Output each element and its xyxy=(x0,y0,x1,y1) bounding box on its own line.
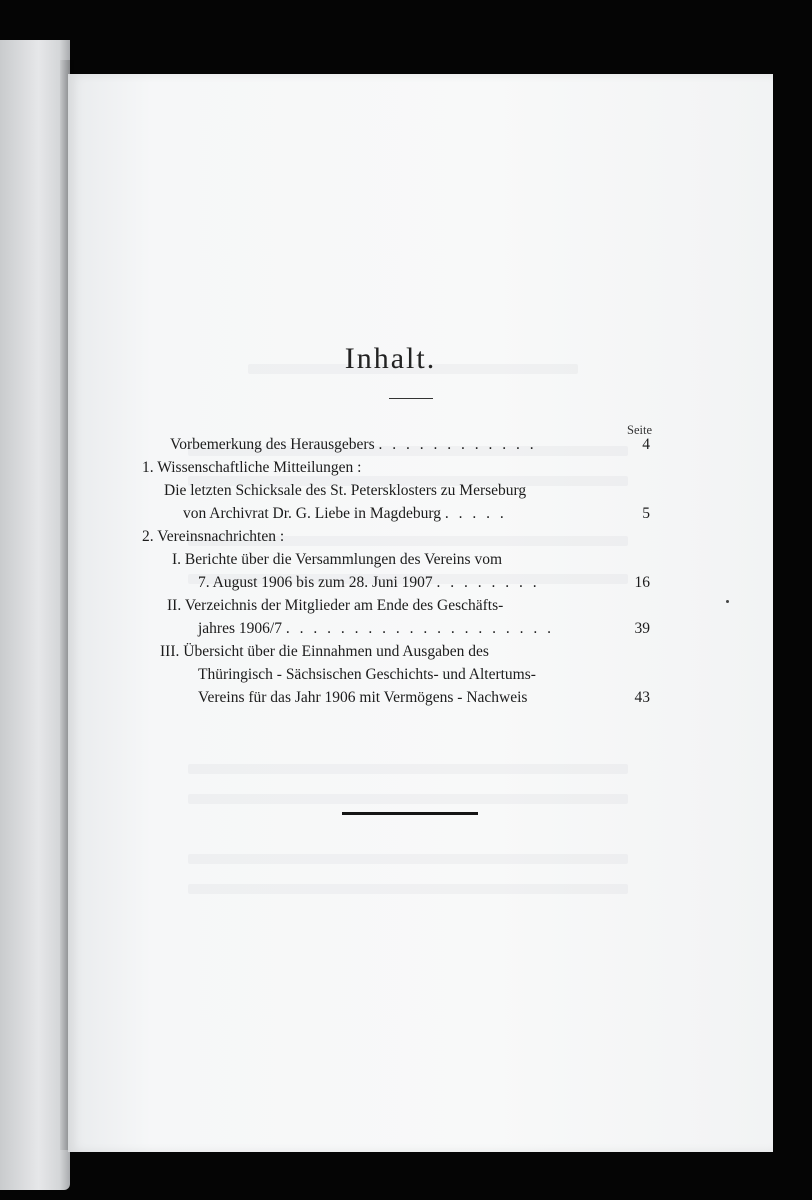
toc-entry-text: Vereins für das Jahr 1906 mit Vermögens - Nachweis xyxy=(198,689,528,706)
toc-page-number: 43 xyxy=(634,689,650,706)
toc-entry-text: 1. Wissenschaftliche Mitteilungen : xyxy=(142,459,362,476)
page-column-label: Seite xyxy=(627,423,652,437)
toc-entry xyxy=(164,479,644,502)
toc-entry-text: Berichte über die Versammlungen des Vereins vom xyxy=(184,551,503,568)
toc-entry-text: von Archivrat Dr. G. Liebe in Magdeburg xyxy=(183,505,441,522)
toc-section-heading xyxy=(142,525,622,548)
toc-roman-label: I. xyxy=(172,551,182,568)
toc-page-number: 4 xyxy=(642,436,650,453)
show-through xyxy=(188,764,628,774)
toc-entry-text: Verzeichnis der Mitglieder am Ende des Geschäfts- xyxy=(184,597,504,614)
toc-entry xyxy=(198,617,650,640)
closing-rule xyxy=(342,812,478,815)
toc-entry xyxy=(198,571,650,594)
toc-leader-dots: . . . . . . . . xyxy=(436,574,540,591)
toc-entry-text: Vorbemerkung des Herausgebers xyxy=(170,436,375,453)
toc-entry-text: Übersicht über die Einnahmen und Ausgaben des xyxy=(183,643,489,660)
toc-leader-dots: . . . . . . . . . . . . . . . . . . . . xyxy=(285,620,554,637)
show-through xyxy=(188,884,628,894)
toc-entry xyxy=(198,663,650,686)
toc-entry-text: 7. August 1906 bis zum 28. Juni 1907 xyxy=(198,574,433,591)
title-divider xyxy=(389,398,433,399)
show-through xyxy=(188,794,628,804)
toc-entry xyxy=(170,433,650,456)
toc-leader-dots: . . . . . . . . . . . . xyxy=(378,436,537,453)
toc-page-number: 39 xyxy=(634,620,650,637)
toc-leader-dots: . . . . . xyxy=(444,505,507,522)
toc-entry-text: Thüringisch - Sächsischen Geschichts- und Altertums- xyxy=(198,666,536,683)
toc-entry-text: Die letzten Schicksale des St. Petersklosters zu Merseburg xyxy=(164,482,527,499)
toc-entry xyxy=(167,594,647,617)
toc-roman-label: II. xyxy=(167,597,182,614)
toc-entry xyxy=(172,548,652,571)
show-through xyxy=(188,854,628,864)
book-page xyxy=(68,74,773,1152)
toc-entry xyxy=(183,502,650,525)
page-title: Inhalt. xyxy=(344,342,437,375)
toc-entry-text: jahres 1906/7 xyxy=(198,620,282,637)
speck xyxy=(726,600,729,603)
toc-page-number: 5 xyxy=(642,505,650,522)
toc-entry-text: 2. Vereinsnachrichten : xyxy=(142,528,285,545)
toc-page-number: 16 xyxy=(634,574,650,591)
toc-section-heading xyxy=(142,456,622,479)
toc-entry xyxy=(160,640,640,663)
toc-entry xyxy=(198,686,650,709)
toc-roman-label: III. xyxy=(160,643,180,660)
